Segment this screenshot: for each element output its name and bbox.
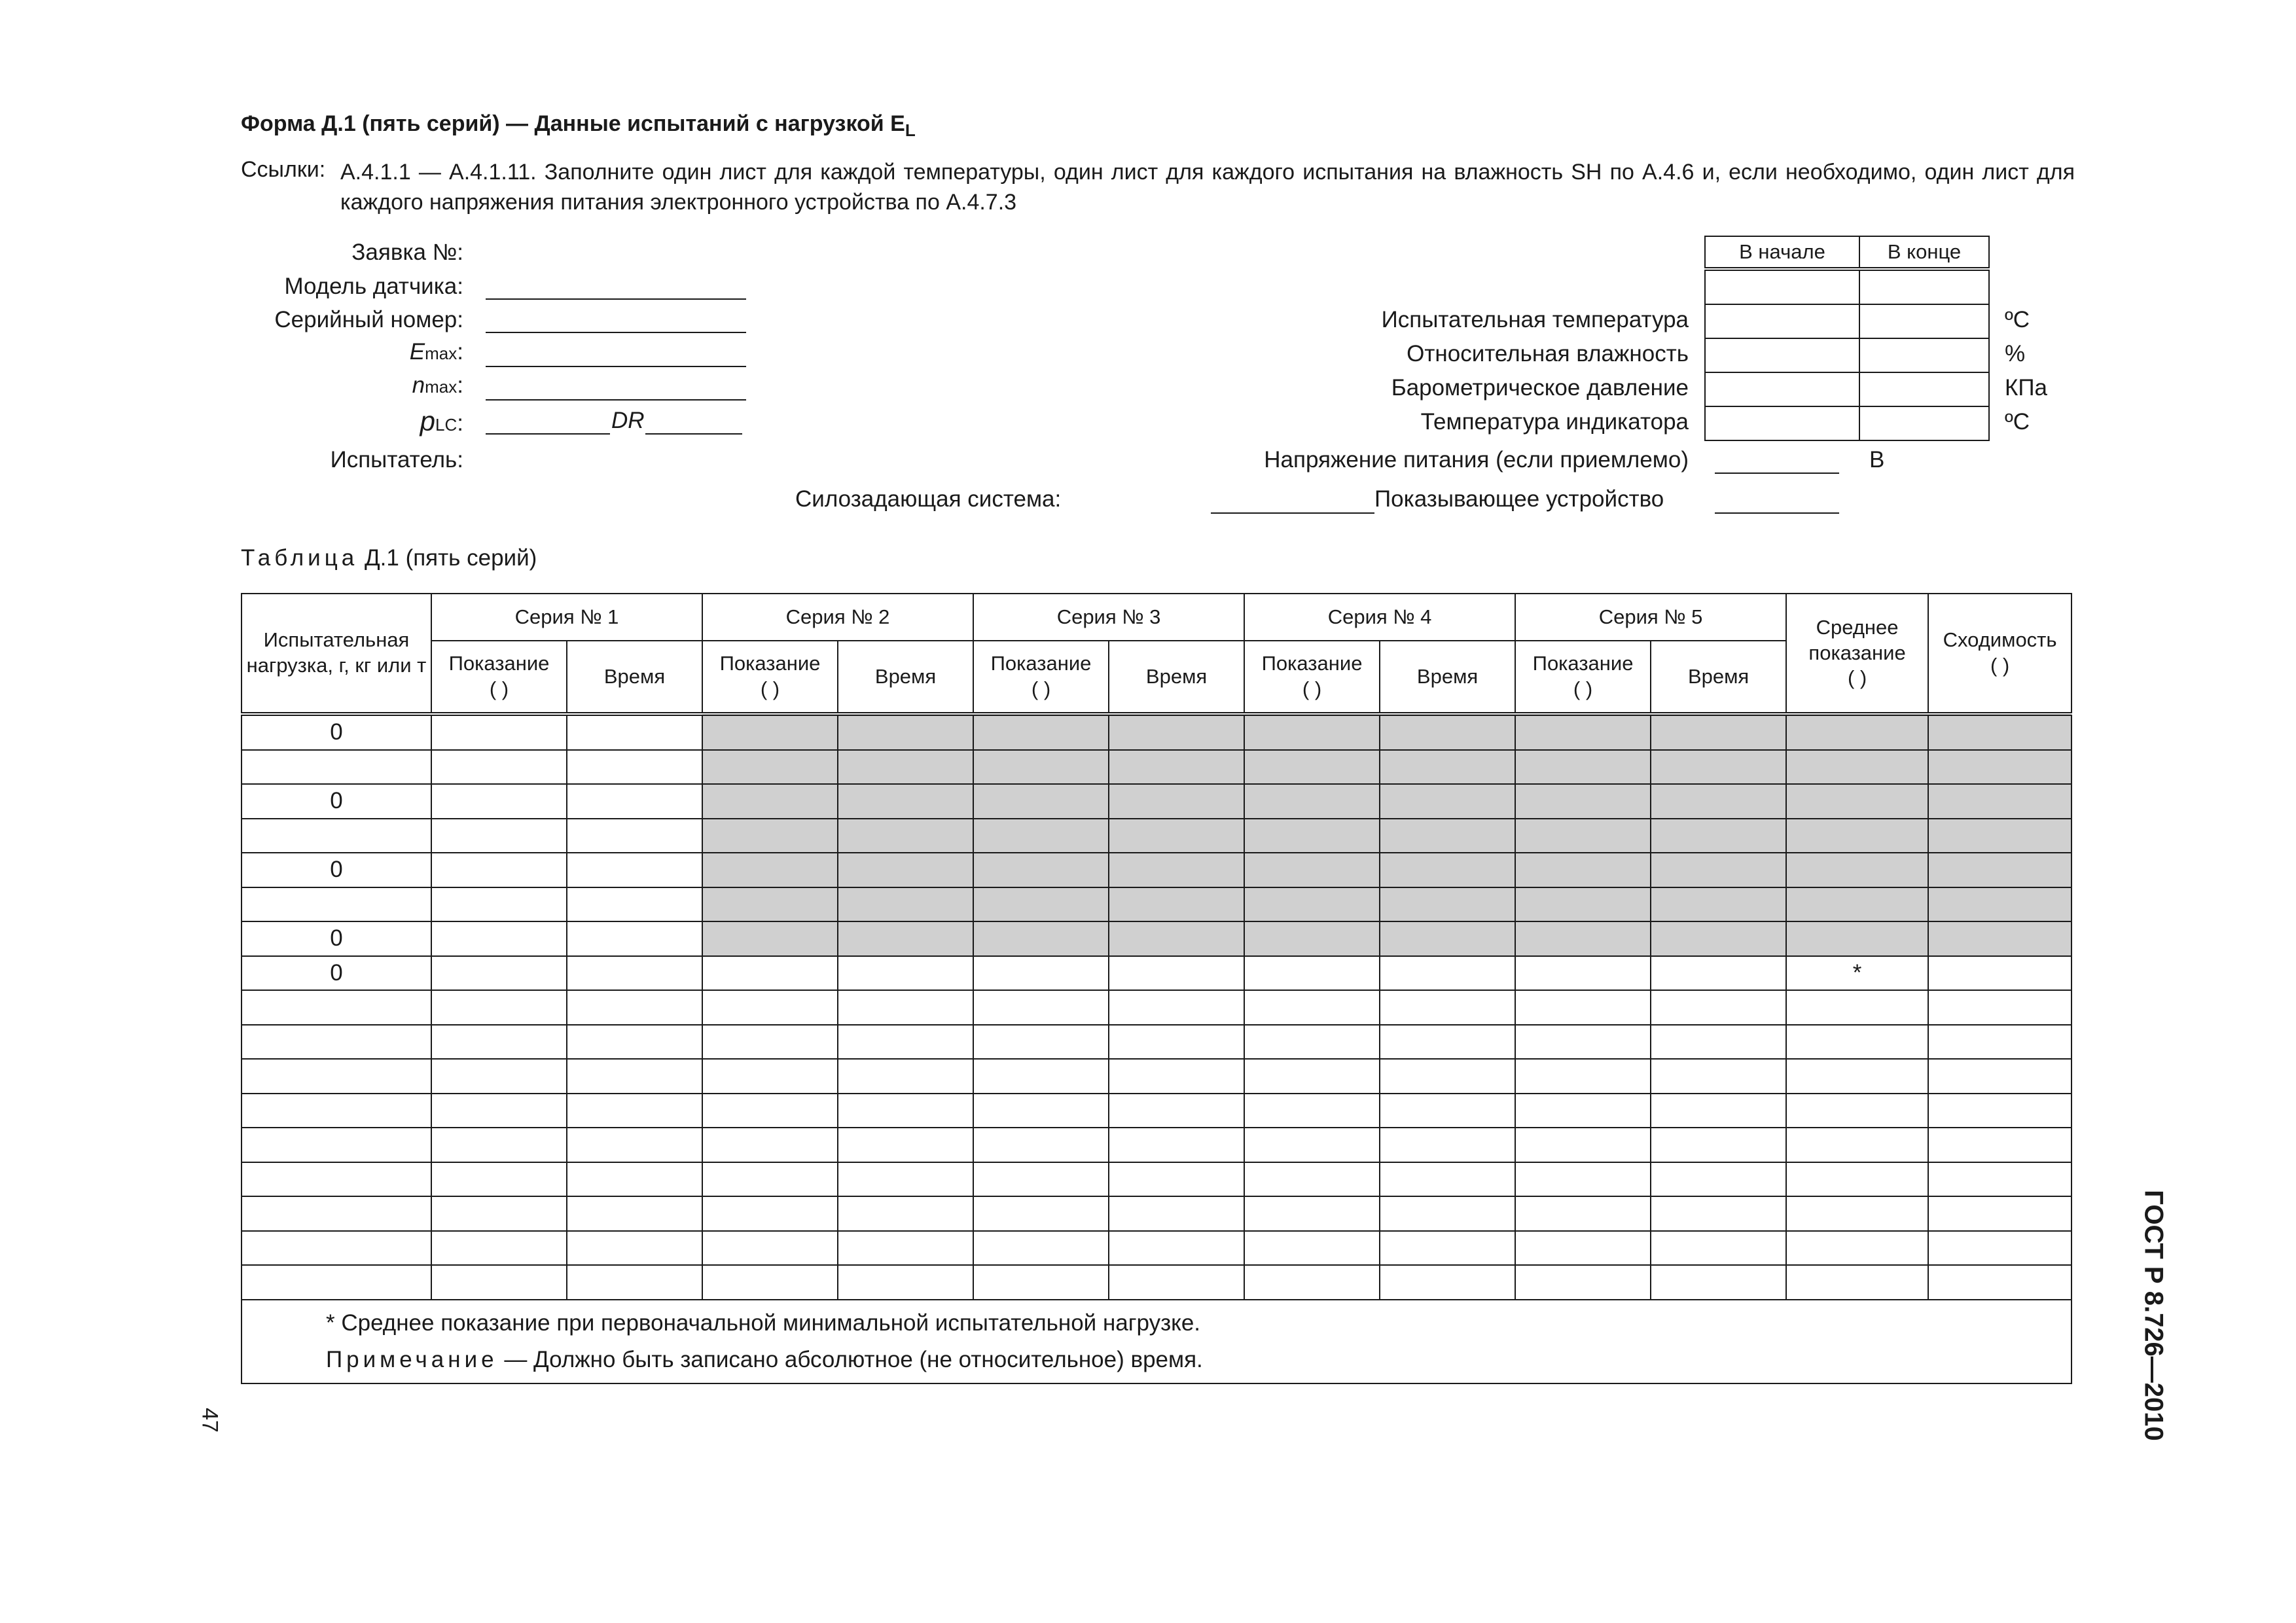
plc-label: [196, 406, 463, 437]
loading-system-field[interactable]: [1211, 512, 1374, 514]
header-repeatability-text: Сходимость: [1943, 628, 2057, 652]
indicating-device-field[interactable]: [1715, 512, 1839, 514]
cond-label-pressure: Барометрическое давление: [1391, 375, 1689, 401]
plc-field-right[interactable]: [645, 433, 742, 435]
cond-header-start: В начале: [1705, 236, 1859, 269]
header-time-5: Время: [1651, 641, 1786, 714]
serial-number-field[interactable]: [486, 332, 746, 333]
header-time-3: Время: [1109, 641, 1244, 714]
header-average-reading: [1786, 594, 1928, 714]
header-reading-paren: ( ): [760, 677, 780, 700]
plc-field-left[interactable]: [486, 433, 610, 435]
plc-symbol: p: [420, 406, 436, 437]
cond-unit-pressure: КПа: [2005, 375, 2048, 401]
conditions-table: [1704, 236, 1990, 441]
cond-cell[interactable]: [1705, 372, 1859, 406]
header-reading-5: [1515, 641, 1651, 714]
supply-voltage-field[interactable]: [1715, 473, 1839, 474]
header-reading-paren: ( ): [1573, 677, 1593, 700]
header-time-2: Время: [838, 641, 973, 714]
form-title-subscript: L: [905, 120, 916, 140]
cond-label-indicator-temp: Температура индикатора: [1420, 409, 1689, 435]
references-text: А.4.1.1 — А.4.1.11. Заполните один лист для каждой температуры, один лист для каждого испытания на влажность SH по А.4.6 и, если необходимо, один лист для каждого напряжения питания электронного устройства по А.4.7.3: [340, 160, 2075, 215]
page-number-text: 47: [197, 1408, 223, 1433]
cond-cell[interactable]: [1705, 406, 1859, 440]
header-reading-text: Показание: [1261, 652, 1363, 675]
main-table: [241, 593, 2072, 1384]
serial-number-label: Серийный номер:: [274, 307, 463, 332]
cond-label-temperature: Испытательная температура: [1381, 307, 1689, 332]
nmax-field[interactable]: [486, 399, 746, 401]
note: [326, 1342, 2071, 1378]
cond-cell[interactable]: [1705, 269, 1859, 304]
header-reading-text: Показание: [719, 652, 821, 675]
load-cell[interactable]: 0: [242, 853, 431, 887]
cond-label-humidity: Относительная влажность: [1407, 341, 1689, 366]
emax-symbol: E: [409, 339, 425, 365]
load-cell[interactable]: 0: [242, 921, 431, 956]
header-average-paren: ( ): [1847, 666, 1867, 690]
cond-cell[interactable]: [1859, 406, 1989, 440]
nmax-symbol: n: [412, 372, 425, 398]
emax-field[interactable]: [486, 366, 746, 367]
plc-subscript: LC: [435, 415, 457, 435]
references-label: Ссылки:: [241, 157, 326, 182]
header-reading-text: Показание: [990, 652, 1092, 675]
cond-unit-indicator-temp: ºC: [2005, 409, 2030, 435]
load-cell[interactable]: [242, 819, 431, 853]
emax-colon: :: [457, 339, 463, 365]
nmax-subscript: max: [425, 377, 457, 397]
form-title: [241, 111, 916, 141]
header-average-text: Среднее показание: [1808, 615, 1906, 664]
plc-colon: :: [457, 410, 463, 436]
header-reading-paren: ( ): [1302, 677, 1322, 700]
load-cell[interactable]: [242, 887, 431, 922]
header-series-3: Серия № 3: [973, 594, 1244, 641]
form-title-text: Форма Д.1 (пять серий) — Данные испытаний с нагрузкой E: [241, 111, 905, 136]
load-cell[interactable]: 0: [242, 784, 431, 819]
header-time-1: Время: [567, 641, 702, 714]
cond-cell[interactable]: [1705, 304, 1859, 338]
standard-designation-text: ГОСТ Р 8.726—2010: [2139, 1190, 2168, 1441]
header-reading-4: [1244, 641, 1380, 714]
footnote: * Среднее показание при первоначальной минимальной испытательной нагрузке.: [326, 1310, 1201, 1336]
indicating-device-label: Показывающее устройство: [1374, 486, 1664, 512]
nmax-label: [196, 372, 463, 399]
header-series-5: Серия № 5: [1515, 594, 1786, 641]
header-reading-2: [702, 641, 838, 714]
header-test-load: Испытательная нагрузка, г, кг или т: [242, 594, 431, 714]
table-caption-spaced: Таблица: [241, 545, 359, 571]
emax-subscript: max: [425, 344, 457, 363]
page-number: [196, 1400, 223, 1440]
note-text: — Должно быть записано абсолютное (не относительное) время.: [497, 1346, 1203, 1372]
request-label: Заявка №:: [351, 240, 463, 265]
cond-cell[interactable]: [1859, 304, 1989, 338]
load-cell[interactable]: 0: [242, 714, 431, 750]
header-reading-1: [431, 641, 567, 714]
note-label: Примечание: [326, 1346, 498, 1372]
cond-cell[interactable]: [1705, 338, 1859, 372]
load-cell[interactable]: 0: [242, 956, 431, 991]
sensor-model-label: Модель датчика:: [284, 274, 463, 299]
table-notes: [242, 1300, 2072, 1383]
loading-system-label: Силозадающая система:: [795, 486, 1062, 512]
header-reading-paren: ( ): [489, 677, 509, 700]
header-series-4: Серия № 4: [1244, 594, 1515, 641]
standard-designation: [2134, 1178, 2173, 1453]
plc-dr-text: DR: [611, 408, 645, 433]
sensor-model-field[interactable]: [486, 298, 746, 300]
cond-header-end: В конце: [1859, 236, 1989, 269]
header-reading-paren: ( ): [1031, 677, 1051, 700]
table-caption-rest: Д.1 (пять серий): [358, 545, 537, 571]
header-repeatability-paren: ( ): [1990, 654, 2010, 677]
supply-voltage-label: Напряжение питания (если приемлемо): [1264, 447, 1689, 473]
emax-label: [196, 339, 463, 365]
supply-voltage-unit: В: [1869, 447, 1885, 473]
cond-cell[interactable]: [1859, 372, 1989, 406]
table-body: [242, 714, 2072, 1383]
header-time-4: Время: [1380, 641, 1515, 714]
header-reading-text: Показание: [1532, 652, 1634, 675]
table-caption: [241, 545, 537, 571]
header-series-2: Серия № 2: [702, 594, 973, 641]
cond-cell[interactable]: [1859, 338, 1989, 372]
header-reading-text: Показание: [448, 652, 550, 675]
header-reading-3: [973, 641, 1109, 714]
nmax-colon: :: [457, 372, 463, 398]
tester-label: Испытатель:: [330, 447, 463, 473]
cond-unit-temperature: ºC: [2005, 307, 2030, 332]
cond-cell[interactable]: [1859, 269, 1989, 304]
header-repeatability: [1928, 594, 2072, 714]
cond-unit-humidity: %: [2005, 341, 2026, 366]
load-cell[interactable]: [242, 750, 431, 785]
header-series-1: Серия № 1: [431, 594, 702, 641]
average-asterisk[interactable]: *: [1786, 956, 1928, 991]
